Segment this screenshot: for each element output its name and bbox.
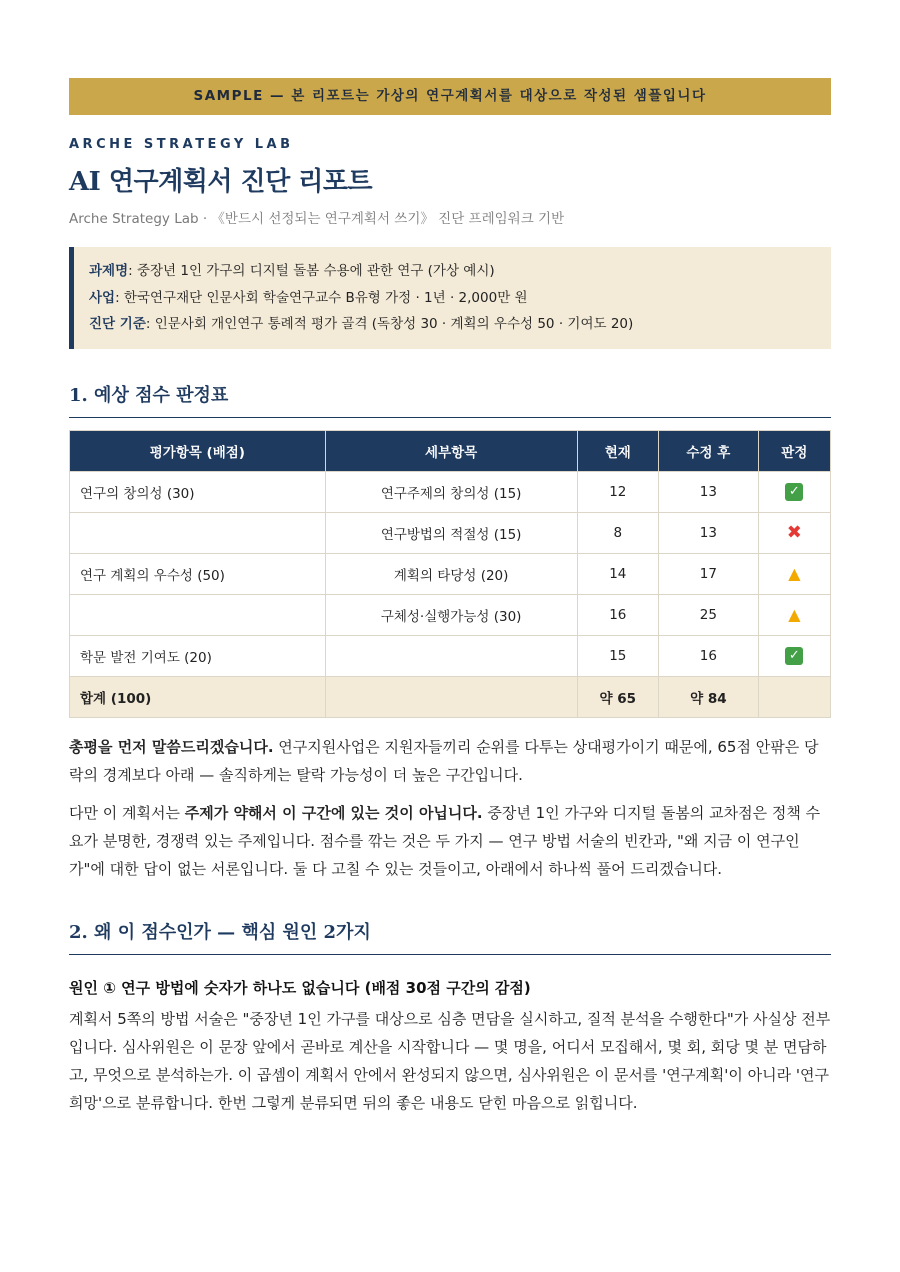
section-1-heading: 1. 예상 점수 판정표: [69, 381, 831, 418]
cell-after: 17: [659, 553, 759, 594]
cell-current: 12: [577, 471, 658, 512]
warning-icon: ▲: [788, 604, 801, 624]
summary-paragraph: 총평을 먼저 말씀드리겠습니다. 연구지원사업은 지원자들끼리 순위를 다투는 상대평가이기 때문에, 65점 안팎은 당락의 경계보다 아래 — 솔직하게는 탈락 가능성이 더 높은 구간입니다.: [69, 737, 819, 784]
cell-item: [70, 512, 326, 553]
cell-current: 약 65: [577, 676, 658, 717]
warning-icon: ▲: [788, 563, 801, 583]
cell-after: 25: [659, 594, 759, 635]
info-row-criteria: 진단 기준: 인문사회 개인연구 통례적 평가 골격 (독창성 30 · 계획의 우수성 50 · 기여도 20): [89, 316, 634, 332]
cell-after: 약 84: [659, 676, 759, 717]
cell-current: 15: [577, 635, 658, 676]
cell-item: 합계 (100): [70, 676, 326, 717]
table-row: [70, 594, 831, 635]
cell-current: 14: [577, 553, 658, 594]
header-current: 현재: [577, 430, 658, 471]
page-title: AI 연구계획서 진단 리포트: [69, 167, 373, 197]
project-info-box: [69, 247, 831, 349]
cell-after: 13: [659, 471, 759, 512]
cell-subitem: 연구방법의 적절성 (15): [325, 512, 577, 553]
cause-1-body: 계획서 5쪽의 방법 서술은 "중장년 1인 가구를 대상으로 심층 면담을 실시하고, 질적 분석을 수행한다"가 사실상 전부입니다. 심사위원은 이 문장 앞에서 곧바로 계산을 시작합니다 — 몇 명을, 어디서 모집해서, 몇 회, 회당 몇 분 면담하고, 무엇으로 분석하는가. 이 곱셈이 계획서 안에서 완성되지 않으면, 심사위원은 이 문서를 '연구계획'이 아니라 '연구 희망'으로 분류합니다. 한번 그렇게 분류되면 뒤의 좋은 내용도 닫힌 마음으로 읽힙니다.: [69, 1009, 831, 1112]
table-header-row: [70, 430, 831, 471]
lab-name: ARCHE STRATEGY LAB: [69, 137, 294, 152]
cell-verdict: [758, 471, 830, 512]
sample-banner: SAMPLE — 본 리포트는 가상의 연구계획서를 대상으로 작성된 샘플입니다: [69, 78, 831, 115]
cell-current: 16: [577, 594, 658, 635]
check-icon: ✓: [785, 483, 803, 501]
page-subtitle: Arche Strategy Lab · 《반드시 선정되는 연구계획서 쓰기》 진단 프레임워크 기반: [69, 211, 565, 227]
cell-item: 학문 발전 기여도 (20): [70, 635, 326, 676]
cell-subitem: 계획의 타당성 (20): [325, 553, 577, 594]
cell-verdict: [758, 635, 830, 676]
table-row: [70, 512, 831, 553]
info-row-program: 사업: 한국연구재단 인문사회 학술연구교수 B유형 가정 · 1년 · 2,000만 원: [89, 289, 528, 306]
cell-verdict: [758, 676, 830, 717]
info-row-project: 과제명: 중장년 1인 가구의 디지털 돌봄 수용에 관한 연구 (가상 예시): [89, 263, 495, 279]
header-subitem: 세부항목: [325, 430, 577, 471]
table-row: [70, 635, 831, 676]
check-icon: ✓: [785, 647, 803, 665]
cell-item: [70, 594, 326, 635]
cell-after: 16: [659, 635, 759, 676]
cause-1-title: 원인 ① 연구 방법에 숫자가 하나도 없습니다 (배점 30점 구간의 감점): [69, 978, 531, 997]
table-row: [70, 471, 831, 512]
cell-verdict: [758, 553, 830, 594]
cell-item: 연구의 창의성 (30): [70, 471, 326, 512]
cell-after: 13: [659, 512, 759, 553]
section-2-heading: 2. 왜 이 점수인가 — 핵심 원인 2가지: [69, 918, 831, 955]
cross-icon: ✖: [786, 521, 802, 543]
cell-subitem: [325, 676, 577, 717]
cell-subitem: 연구주제의 창의성 (15): [325, 471, 577, 512]
cell-subitem: 구체성·실행가능성 (30): [325, 594, 577, 635]
header-after: 수정 후: [659, 430, 759, 471]
score-table: [69, 430, 831, 718]
header-verdict: 판정: [758, 430, 830, 471]
cell-verdict: [758, 594, 830, 635]
cell-item: 연구 계획의 우수성 (50): [70, 553, 326, 594]
analysis-paragraph: 다만 이 계획서는 주제가 약해서 이 구간에 있는 것이 아닙니다. 중장년 1인 가구와 디지털 돌봄의 교차점은 정책 수요가 분명한, 경쟁력 있는 주제입니다. 점수를 깎는 것은 두 가지 — 연구 방법 서술의 빈칸과, "왜 지금 이 연구인가"에 대한 답이 없는 서론입니다. 둘 다 고칠 수 있는 것들이고, 아래에서 하나씩 풀어 드리겠습니다.: [69, 803, 821, 878]
table-total-row: [70, 676, 831, 717]
cell-subitem: [325, 635, 577, 676]
header-item: 평가항목 (배점): [70, 430, 326, 471]
cell-verdict: [758, 512, 830, 553]
cell-current: 8: [577, 512, 658, 553]
table-row: [70, 553, 831, 594]
